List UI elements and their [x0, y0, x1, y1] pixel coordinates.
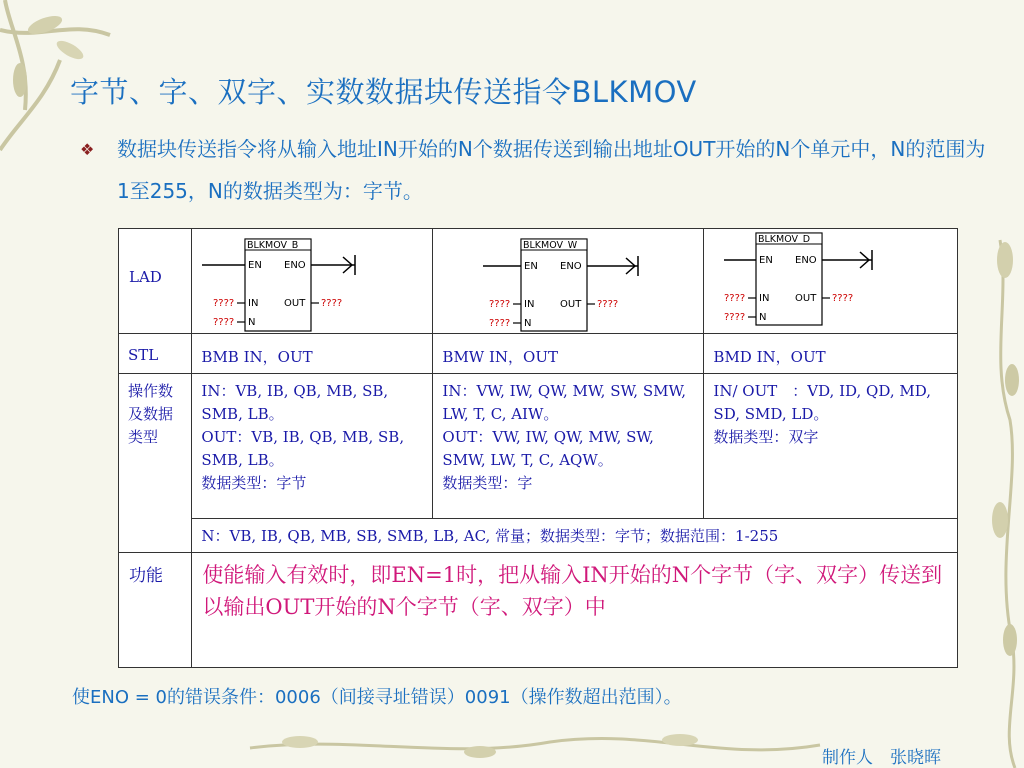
- in-pin: IN: [524, 299, 535, 310]
- out-pin: OUT: [284, 298, 306, 309]
- slide-title: 字节、字、双字、实数数据块传送指令BLKMOV: [70, 75, 697, 109]
- operand-out: OUT：VW, IW, QW, MW, SW, SMW, LW, T, C, AQW。: [442, 428, 654, 469]
- operand-word: [433, 374, 704, 519]
- blkmov-b-diagram: [192, 229, 432, 333]
- block-name: BLKMOV_W: [523, 240, 578, 251]
- out-operand: ????: [597, 299, 619, 310]
- lad-row: [119, 229, 958, 334]
- en-pin: EN: [524, 261, 539, 272]
- operand-dword: [704, 374, 958, 519]
- function-description: 使能输入有效时，即EN=1时，把从输入IN开始的N个字节（字、双字）传送到以输出OUT开始的N个字节（字、双字）中: [192, 553, 958, 668]
- operand-type: 数据类型：字节: [201, 474, 307, 492]
- n-pin: N: [759, 312, 767, 323]
- in-pin: IN: [248, 298, 259, 309]
- lad-cell-byte: [192, 229, 433, 334]
- stl-byte: BMB IN，OUT: [192, 334, 433, 374]
- n-operand: ????: [489, 318, 511, 329]
- en-pin: EN: [759, 255, 774, 266]
- n-row: [119, 519, 958, 553]
- operand-in: IN：VB, IB, QB, MB, SB, SMB, LB。: [201, 382, 389, 423]
- operand-type: 数据类型：字: [442, 474, 533, 492]
- stl-header: STL: [119, 334, 192, 374]
- eno-pin: ENO: [284, 260, 307, 271]
- function-header: 功能: [119, 553, 192, 668]
- blkmov-table: [118, 228, 958, 668]
- block-name: BLKMOV_D: [758, 234, 811, 245]
- operand-out: OUT：VB, IB, QB, MB, SB, SMB, LB。: [201, 428, 405, 469]
- in-operand: ????: [724, 293, 746, 304]
- error-note: 使ENO = 0的错误条件：0006（间接寻址错误）0091（操作数超出范围）。: [72, 687, 682, 708]
- n-operand: ????: [213, 317, 235, 328]
- blkmov-d-diagram: [704, 229, 954, 333]
- function-row: [119, 553, 958, 668]
- lad-cell-word: [433, 229, 704, 334]
- operand-header: 操作数及数据类型: [119, 374, 192, 553]
- out-operand: ????: [321, 298, 343, 309]
- block-name: BLKMOV_B: [247, 240, 299, 251]
- n-operand: ????: [724, 312, 746, 323]
- operand-in: IN：VW, IW, QW, MW, SW, SMW, LW, T, C, AIW。: [442, 382, 687, 423]
- out-operand: ????: [832, 293, 854, 304]
- stl-dword: BMD IN，OUT: [704, 334, 958, 374]
- lad-cell-dword: [704, 229, 958, 334]
- in-operand: ????: [213, 298, 235, 309]
- out-pin: OUT: [560, 299, 582, 310]
- en-pin: EN: [248, 260, 263, 271]
- n-operand-note: N：VB, IB, QB, MB, SB, SMB, LB, AC, 常量；数据类型：字节；数据范围：1-255: [192, 519, 958, 553]
- eno-pin: ENO: [795, 255, 818, 266]
- stl-row: [119, 334, 958, 374]
- eno-pin: ENO: [560, 261, 583, 272]
- in-operand: ????: [489, 299, 511, 310]
- n-pin: N: [524, 318, 532, 329]
- in-pin: IN: [759, 293, 770, 304]
- operand-row: [119, 374, 958, 519]
- operand-byte: [192, 374, 433, 519]
- operand-type: 数据类型：双字: [713, 428, 819, 446]
- n-pin: N: [248, 317, 256, 328]
- stl-word: BMW IN，OUT: [433, 334, 704, 374]
- operand-in-out: IN/ OUT ：VD, ID, QD, MD, SD, SMD, LD。: [713, 382, 931, 423]
- author-footer: 制作人 张晓晖: [822, 748, 941, 768]
- out-pin: OUT: [795, 293, 817, 304]
- bullet-icon: ❖: [80, 140, 95, 159]
- bullet-text: 数据块传送指令将从输入地址IN开始的N个数据传送到输出地址OUT开始的N个单元中，N的范围为1至255，N的数据类型为：字节。: [117, 137, 986, 203]
- blkmov-w-diagram: [433, 229, 703, 333]
- lad-header: LAD: [119, 229, 192, 334]
